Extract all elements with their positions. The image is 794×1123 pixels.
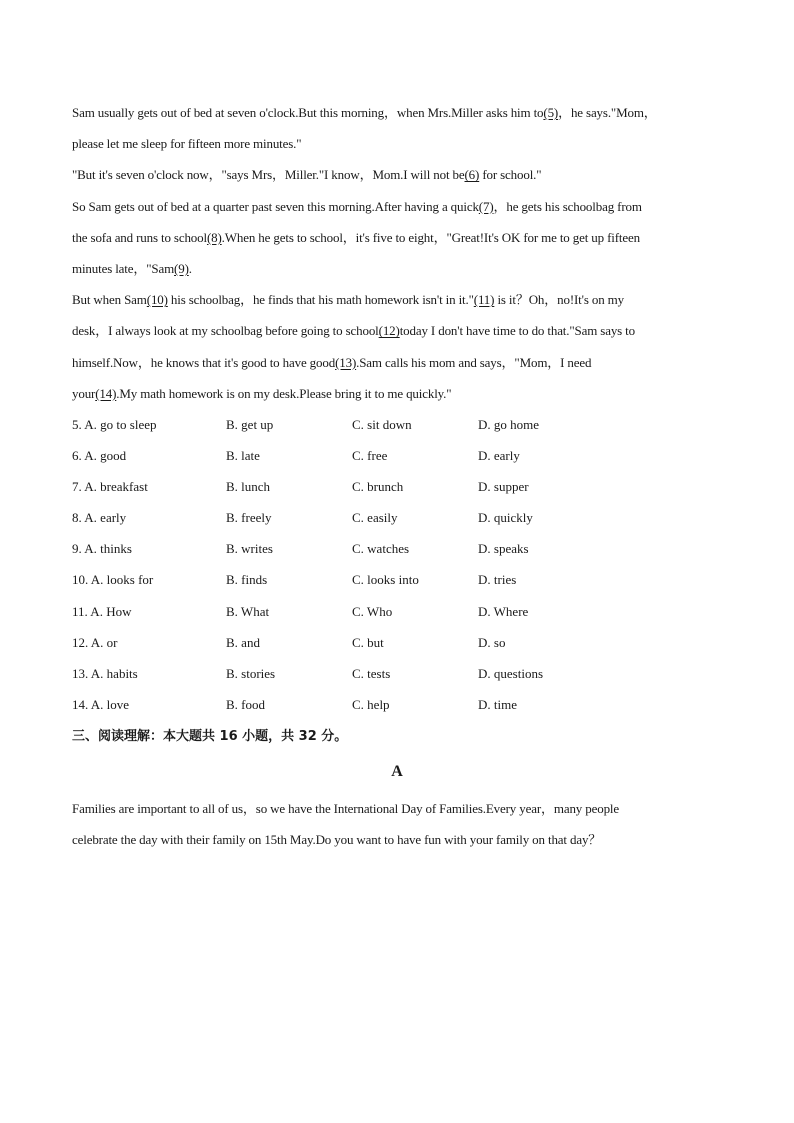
option-c: C. Who (352, 603, 393, 619)
cloze-passage (72, 97, 724, 409)
option-c: C. looks into (352, 572, 419, 588)
passage-text: ，he says."Mom， (558, 105, 657, 120)
option-d: D. supper (478, 479, 529, 495)
blank-14: (14) (95, 385, 117, 401)
blank-7: (7) (478, 198, 494, 214)
option-b: B. lunch (226, 479, 271, 495)
option-c: C. tests (352, 665, 391, 681)
passage-text: .When he gets to school，it's five to eight，"Great!It's OK for me to get up fifteen (221, 229, 640, 245)
option-a: 11. A. How (72, 603, 132, 619)
option-a: 12. A. or (72, 634, 118, 650)
option-a: 9. A. thinks (72, 541, 132, 557)
blank-12: (12) (378, 323, 400, 339)
option-b: B. late (226, 448, 260, 464)
passage-text: Sam usually gets out of bed at seven o'clock.But this morning，when Mrs.Miller asks him to (72, 105, 544, 120)
option-d: D. time (478, 696, 517, 712)
question-row (72, 471, 724, 502)
option-a: 5. A. go to sleep (72, 417, 157, 432)
option-d: D. so (478, 634, 506, 650)
option-a: 14. A. love (72, 696, 130, 712)
question-row (72, 440, 724, 471)
question-row (72, 502, 724, 533)
answer-options (72, 409, 724, 720)
blank-11: (11) (473, 292, 495, 308)
blank-6: (6) (464, 167, 480, 183)
passage-text: ，he gets his schoolbag from (493, 198, 642, 214)
question-row (72, 689, 724, 720)
option-b: B. finds (226, 572, 268, 588)
passage-text: "But it's seven o'clock now，"says Mrs，Miller."I know，Mom.I will not be (72, 167, 465, 183)
passage-text: himself.Now，he knows that it's good to have good (72, 354, 336, 370)
blank-10: (10) (146, 292, 168, 308)
option-b: B. writes (226, 541, 273, 557)
option-a: 6. A. good (72, 448, 127, 464)
passage-text: please let me sleep for fifteen more minutes." (72, 136, 302, 152)
blank-5: (5) (543, 105, 559, 120)
option-a: 13. A. habits (72, 665, 138, 681)
option-d: D. quickly (478, 510, 533, 526)
passage-line (72, 159, 724, 190)
option-c: C. brunch (352, 479, 404, 495)
passage-text: your (72, 385, 96, 401)
section-heading: 三、阅读理解：本大题共 16 小题，共 32 分。 (72, 729, 348, 744)
passage-line (72, 253, 724, 284)
option-a: 7. A. breakfast (72, 479, 148, 495)
option-b: B. food (226, 696, 265, 712)
passage-text: But when Sam (72, 292, 147, 308)
passage-line (72, 222, 724, 253)
passage-text: minutes late，"Sam (72, 260, 175, 276)
blank-13: (13) (335, 354, 357, 370)
option-b: B. What (226, 603, 270, 619)
passage-text: So Sam gets out of bed at a quarter past seven this morning.After having a quick (72, 198, 479, 214)
option-d: D. questions (478, 665, 543, 681)
question-row (72, 533, 724, 564)
option-d: D. go home (478, 417, 540, 432)
passage-line (72, 191, 724, 222)
option-a: 10. A. looks for (72, 572, 154, 588)
passage-text: is it？Oh，no!It's on my (494, 292, 624, 308)
passage-text: .Sam calls his mom and says，"Mom，I need (356, 354, 592, 370)
passage-text: the sofa and runs to school (72, 229, 207, 245)
option-b: B. freely (226, 510, 272, 526)
option-c: C. easily (352, 510, 398, 526)
question-row (72, 658, 724, 689)
option-c: C. but (352, 634, 384, 650)
option-b: B. stories (226, 665, 276, 681)
option-d: D. tries (478, 572, 517, 588)
option-d: D. speaks (478, 541, 529, 557)
passage-line (72, 315, 724, 346)
option-c: C. help (352, 696, 390, 712)
option-d: D. Where (478, 603, 529, 619)
passage-line (72, 378, 724, 409)
reading-passage-a (72, 793, 724, 855)
question-row (72, 564, 724, 595)
blank-9: (9) (174, 260, 189, 276)
option-c: C. free (352, 448, 388, 464)
passage-line (72, 347, 724, 378)
option-c: C. watches (352, 541, 410, 557)
question-row (72, 627, 724, 658)
option-c: C. sit down (352, 417, 412, 432)
passage-text: .My math homework is on my desk.Please bring it to me quickly." (116, 385, 452, 401)
passage-line: Families are important to all of us，so we have the International Day of Families.Every year，many people (72, 801, 619, 816)
passage-text: today I don't have time to do that."Sam says to (399, 323, 635, 339)
blank-8: (8) (206, 229, 222, 245)
passage-line: celebrate the day with their family on 15th May.Do you want to have fun with your family on that day？ (72, 832, 602, 848)
passage-title: A (391, 763, 403, 780)
option-b: B. get up (226, 417, 274, 432)
option-a: 8. A. early (72, 510, 127, 526)
passage-line (72, 284, 724, 315)
option-d: D. early (478, 448, 520, 464)
passage-text: his schoolbag，he finds that his math homework isn't in it." (167, 292, 474, 308)
passage-text: desk，I always look at my schoolbag before going to school (72, 323, 379, 339)
option-b: B. and (226, 634, 260, 650)
passage-text: for school." (479, 167, 542, 183)
passage-text: . (188, 260, 192, 276)
question-row (72, 409, 724, 440)
passage-line (72, 97, 724, 128)
passage-line (72, 128, 724, 159)
question-row (72, 596, 724, 627)
